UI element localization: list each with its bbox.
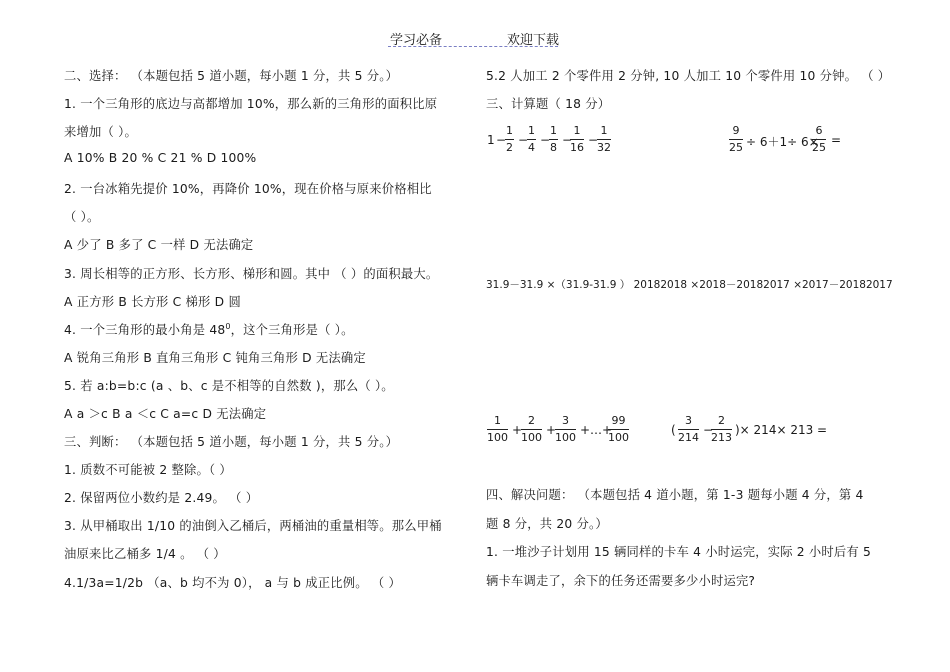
question-1-options: A 10% B 20 % C 21 % D 100% <box>64 151 257 165</box>
calc-1-fraction: 1 8 <box>550 124 557 154</box>
question-3-text: 3. 周长相等的正方形、长方形、梯形和圆。其中 （ ）的面积最大。 <box>64 267 439 281</box>
header-right-text: 欢迎下载 <box>507 33 560 48</box>
question-4-options: A 锐角三角形 B 直角三角形 C 钝角三角形 D 无法确定 <box>64 351 366 365</box>
calc-1-fraction: 1 16 <box>570 124 584 154</box>
question-3-options: A 正方形 B 长方形 C 梯形 D 圆 <box>64 295 241 309</box>
question-5-options: A a ＞c B a ＜c C a=c D 无法确定 <box>64 407 267 421</box>
calc-1-minus: − <box>562 133 573 147</box>
calc-5-open-paren: ( <box>671 423 676 437</box>
judge-2-text: 2. 保留两位小数约是 2.49。 （ ） <box>64 491 259 505</box>
section-judge-title: 三、判断： （本题包括 5 道小题，每小题 1 分，共 5 分。） <box>64 435 399 449</box>
degree-mark: 0 <box>225 321 231 331</box>
calc-5-fraction-2: 2 213 <box>711 414 732 444</box>
calc-1-lead: 1 <box>487 133 495 147</box>
calc-4-dots: +…+ <box>580 423 613 437</box>
judge-3-text: 3. 从甲桶取出 1/10 的油倒入乙桶后，两桶油的重量相等。那么甲桶 <box>64 519 442 533</box>
header-dashed-divider <box>388 46 558 47</box>
question-4-text-post: ，这个三角形是（ ）。 <box>230 323 354 337</box>
calc-4-plus: + <box>546 423 557 437</box>
calc-1-minus: − <box>496 133 507 147</box>
calc-4-fraction: 3 100 <box>555 414 576 444</box>
problem-1-text-cont: 辆卡车调走了，余下的任务还需要多少小时运完? <box>486 574 756 588</box>
question-2-text: 2. 一台冰箱先提价 10%，再降价 10%，现在价格与原来价格相比 <box>64 182 432 196</box>
calc-1-fraction: 1 2 <box>506 124 513 154</box>
judge-4-text: 4.1/3a=1/2b （a、b 均不为 0）， a 与 b 成正比例。 （ ） <box>64 576 401 590</box>
calc-2-equals: = <box>831 133 842 147</box>
calc-4-fraction: 2 100 <box>521 414 542 444</box>
calc-2-fraction-2: 6 25 <box>812 124 826 154</box>
question-5-text: 5. 若 a:b=b:c (a 、b、c 是不相等的自然数 )，那么（ ）。 <box>64 379 394 393</box>
question-1-text: 1. 一个三角形的底边与高都增加 10%，那么新的三角形的面积比原 <box>64 97 438 111</box>
question-4-text <box>64 320 354 338</box>
question-1-text-cont: 来增加（ ）。 <box>64 125 137 139</box>
calc-1-fraction: 1 32 <box>597 124 611 154</box>
section-choice-title: 二、选择： （本题包括 5 道小题，每小题 1 分，共 5 分。） <box>64 69 399 83</box>
header-left-text: 学习必备 <box>390 33 443 48</box>
judge-3-text-cont: 油原来比乙桶多 1/4 。 （ ） <box>64 547 226 561</box>
calc-1-minus: − <box>588 133 599 147</box>
calc-2-fraction-1: 9 25 <box>729 124 743 154</box>
page-header <box>0 29 950 49</box>
problem-1-text: 1. 一堆沙子计划用 15 辆同样的卡车 4 小时运完，实际 2 小时后有 5 <box>486 545 872 559</box>
calc-1-fraction: 1 4 <box>528 124 535 154</box>
section-problems-title: 四、解决问题： （本题包括 4 道小题，第 1-3 题每小题 4 分，第 4 <box>486 488 864 502</box>
judge-5-text: 5.2 人加工 2 个零件用 2 分钟, 10 人加工 10 个零件用 10 分钟。 （ ） <box>486 69 891 83</box>
calc-5-tail: )× 214× 213 = <box>735 423 828 437</box>
calc-3-expression: 31.9－31.9 ×（31.9-31.9 ） 20182018 ×2018－20182017 ×2017－20182017 <box>486 279 893 291</box>
question-2-text-cont: （ ）。 <box>64 210 100 224</box>
calc-1-minus: − <box>540 133 551 147</box>
calc-1-minus: − <box>518 133 529 147</box>
section-problems-title-cont: 题 8 分，共 20 分。） <box>486 517 608 531</box>
calc-4-fraction: 99 100 <box>608 414 629 444</box>
calc-2-middle: ÷ 6＋1÷ 6× <box>746 135 819 149</box>
judge-1-text: 1. 质数不可能被 2 整除。（ ） <box>64 463 232 477</box>
question-2-options: A 少了 B 多了 C 一样 D 无法确定 <box>64 238 254 252</box>
question-4-text-pre: 4. 一个三角形的最小角是 48 <box>64 323 226 337</box>
calc-4-fraction: 1 100 <box>487 414 508 444</box>
section-calc-title: 三、计算题（ 18 分） <box>486 97 611 111</box>
calc-4-plus: + <box>512 423 523 437</box>
calc-5-fraction-1: 3 214 <box>678 414 699 444</box>
calc-5-minus: − <box>703 423 714 437</box>
